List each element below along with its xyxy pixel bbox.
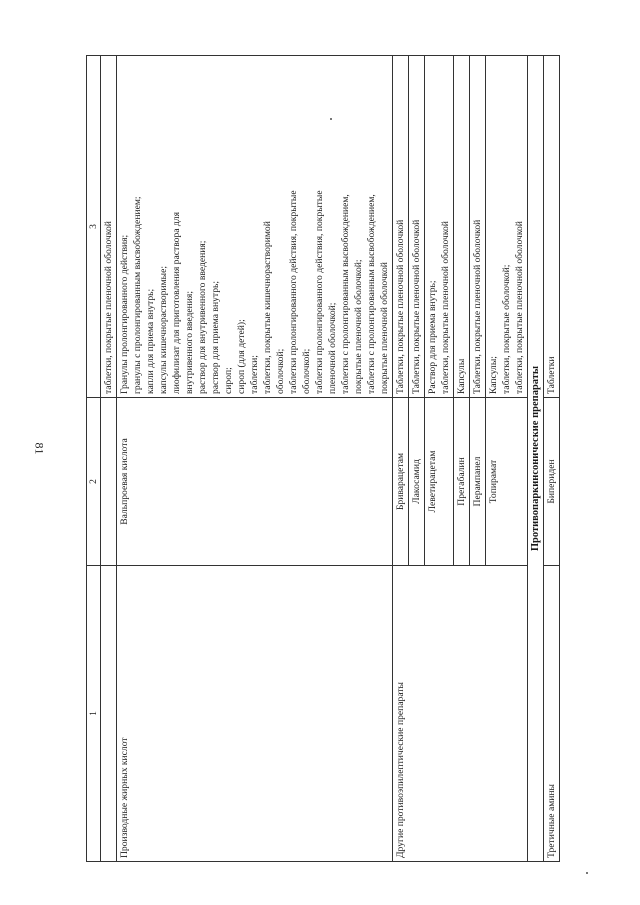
form-line: Таблетки, покрытые пленочной оболочкой bbox=[472, 219, 483, 394]
dosage-forms-cell bbox=[454, 56, 470, 398]
form-line: раствор для внутривенного введения; bbox=[197, 240, 208, 394]
form-line: таблетки с пролонгированным высвобождением, bbox=[340, 194, 351, 394]
drug-name-cell: Леветирацетам bbox=[425, 398, 454, 566]
dosage-forms-cell bbox=[486, 56, 528, 398]
form-line: таблетки пролонгированного действия, покрытые bbox=[314, 190, 325, 394]
page-number: 81 bbox=[32, 442, 47, 455]
table-row bbox=[544, 56, 560, 862]
form-line: таблетки с пролонгированным высвобождением, bbox=[366, 194, 377, 394]
drug-name-cell: Топирамат bbox=[486, 398, 528, 566]
form-line: капли для приема внутрь; bbox=[145, 288, 156, 394]
drug-name-cell bbox=[101, 398, 117, 566]
form-line: раствор для приема внутрь; bbox=[210, 280, 221, 394]
form-line: Таблетки bbox=[546, 356, 557, 394]
form-line: покрытые пленочной оболочкой; bbox=[353, 259, 364, 394]
column-number-1: 1 bbox=[87, 566, 101, 862]
group-cell: Третичные амины bbox=[544, 566, 560, 862]
form-line: таблетки; bbox=[249, 355, 260, 394]
drug-name-cell: Прегабалин bbox=[454, 398, 470, 566]
form-line: Таблетки, покрытые пленочной оболочкой bbox=[411, 219, 422, 394]
group-cell: Производные жирных кислот bbox=[117, 566, 393, 862]
drug-name-cell: Бриварацетам bbox=[393, 398, 409, 566]
form-line: лиофилизат для приготовления раствора для bbox=[171, 212, 182, 394]
drug-table-body bbox=[87, 56, 560, 862]
drug-name-cell: Лакосамид bbox=[409, 398, 425, 566]
form-line: Капсулы; bbox=[488, 356, 499, 394]
dosage-forms-cell bbox=[544, 56, 560, 398]
form-line: сироп (для детей); bbox=[236, 319, 247, 394]
form-line: Таблетки, покрытые пленочной оболочкой bbox=[395, 219, 406, 394]
dosage-forms-cell bbox=[393, 56, 409, 398]
scan-speck bbox=[330, 118, 332, 120]
form-line: таблетки, покрытые кишечнорастворимой bbox=[262, 221, 273, 394]
form-line: оболочкой; bbox=[301, 348, 312, 394]
group-cell: Другие противоэпилептические препараты bbox=[393, 566, 528, 862]
table-row bbox=[393, 56, 409, 862]
table-row bbox=[101, 56, 117, 862]
drug-table bbox=[86, 55, 560, 862]
form-line: гранулы с пролонгированным высвобождением; bbox=[132, 196, 143, 394]
dosage-forms-cell bbox=[117, 56, 393, 398]
rotated-table-sheet bbox=[86, 56, 600, 862]
group-cell bbox=[101, 566, 117, 862]
form-line: Капсулы bbox=[456, 358, 467, 394]
group-heading-row bbox=[528, 56, 544, 862]
column-number-2: 2 bbox=[87, 398, 101, 566]
form-line: Гранулы пролонгированного действия; bbox=[119, 234, 130, 394]
form-line: покрытые пленочной оболочкой bbox=[379, 262, 390, 394]
dosage-forms-cell bbox=[409, 56, 425, 398]
form-line: капсулы кишечнорастворимые; bbox=[158, 265, 169, 394]
form-line: пленочной оболочкой; bbox=[327, 302, 338, 394]
form-line: таблетки, покрытые пленочной оболочкой bbox=[514, 221, 525, 394]
form-line: сироп; bbox=[223, 367, 234, 394]
column-number-3: 3 bbox=[87, 56, 101, 398]
dosage-forms-cell bbox=[101, 56, 117, 398]
scan-speck bbox=[586, 872, 588, 874]
form-line: внутривенного введения; bbox=[184, 290, 195, 394]
drug-name-cell: Вальпроевая кислота bbox=[117, 398, 393, 566]
table-row bbox=[117, 56, 393, 862]
column-number-row bbox=[87, 56, 101, 862]
drug-name-cell: Бипериден bbox=[544, 398, 560, 566]
group-heading: Противопаркинсонические препараты bbox=[528, 56, 544, 862]
form-line: таблетки, покрытые пленочной оболочкой bbox=[440, 221, 451, 394]
form-line: Раствор для приема внутрь; bbox=[427, 280, 438, 394]
drug-name-cell: Перампанел bbox=[470, 398, 486, 566]
dosage-forms-cell bbox=[470, 56, 486, 398]
dosage-forms-cell bbox=[425, 56, 454, 398]
form-line: таблетки, покрытые пленочной оболочкой bbox=[103, 221, 114, 394]
form-line: таблетки пролонгированного действия, покрытые bbox=[288, 190, 299, 394]
form-line: оболочкой; bbox=[275, 348, 286, 394]
form-line: таблетки, покрытые оболочкой; bbox=[501, 264, 512, 394]
